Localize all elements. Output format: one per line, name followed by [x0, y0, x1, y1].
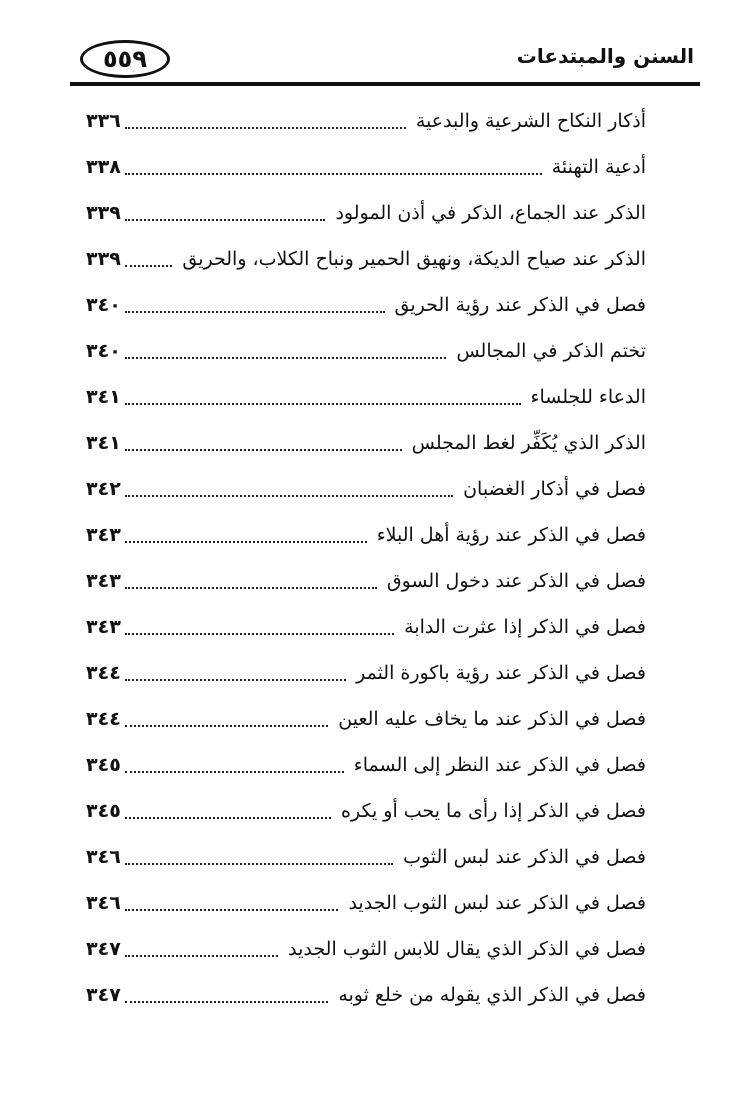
toc-entry-title: أدعية التهنئة: [546, 156, 646, 178]
running-title: السنن والمبتدعات: [516, 44, 694, 68]
toc-row: [86, 788, 646, 834]
toc-entry-title: فصل في الذكر إذا رأى ما يحب أو يكره: [335, 800, 646, 822]
toc-row: [86, 972, 646, 1018]
toc-row: [86, 650, 646, 696]
toc-entry-page: ٣٤٤: [86, 662, 121, 684]
dot-leader: [125, 389, 521, 405]
toc-entry-title: فصل في الذكر عند رؤية باكورة الثمر: [350, 662, 646, 684]
toc-entry-page: ٣٣٦: [86, 110, 121, 132]
toc-entry-page: ٣٣٩: [86, 248, 121, 270]
toc-entry-page: ٣٤٣: [86, 570, 121, 592]
toc-entry-title: فصل في الذكر عند لبس الثوب: [397, 846, 646, 868]
page-number: ٥٥٩: [80, 40, 170, 78]
dot-leader: [125, 711, 328, 727]
toc-entry-title: فصل في الذكر عند دخول السوق: [381, 570, 646, 592]
toc-entry-page: ٣٤٥: [86, 800, 121, 822]
toc-row: [86, 696, 646, 742]
dot-leader: [125, 665, 346, 681]
dot-leader: [125, 803, 331, 819]
toc-entry-page: ٣٤٣: [86, 524, 121, 546]
toc-row: [86, 190, 646, 236]
toc-entry-title: الذكر عند الجماع، الذكر في أذن المولود: [329, 202, 646, 224]
dot-leader: [125, 297, 385, 313]
table-of-contents: [86, 98, 646, 1018]
toc-entry-title: فصل في الذكر عند النظر إلى السماء: [348, 754, 646, 776]
toc-row: [86, 98, 646, 144]
dot-leader: [125, 849, 393, 865]
toc-entry-page: ٣٤٦: [86, 846, 121, 868]
toc-row: [86, 466, 646, 512]
toc-row: [86, 558, 646, 604]
toc-row: [86, 604, 646, 650]
toc-entry-title: الذكر الذي يُكَفِّر لغط المجلس: [406, 432, 646, 454]
dot-leader: [125, 159, 542, 175]
toc-entry-title: الذكر عند صياح الديكة، ونهيق الحمير ونباح الكلاب، والحريق: [176, 248, 646, 270]
toc-entry-page: ٣٤١: [86, 432, 121, 454]
toc-entry-title: تختم الذكر في المجالس: [450, 340, 646, 362]
toc-row: [86, 282, 646, 328]
toc-row: [86, 144, 646, 190]
toc-entry-page: ٣٤٧: [86, 938, 121, 960]
dot-leader: [125, 757, 344, 773]
dot-leader: [125, 435, 402, 451]
toc-entry-page: ٣٣٨: [86, 156, 121, 178]
header-rule: [70, 82, 700, 86]
toc-entry-title: فصل في الذكر الذي يقال للابس الثوب الجديد: [282, 938, 646, 960]
toc-entry-page: ٣٤٤: [86, 708, 121, 730]
toc-row: [86, 742, 646, 788]
dot-leader: [125, 343, 447, 359]
toc-entry-title: فصل في الذكر الذي يقوله من خلع ثوبه: [332, 984, 646, 1006]
dot-leader: [125, 113, 406, 129]
dot-leader: [125, 573, 377, 589]
toc-row: [86, 512, 646, 558]
dot-leader: [125, 527, 367, 543]
toc-entry-page: ٣٤٠: [86, 340, 121, 362]
toc-entry-title: فصل في الذكر عند ما يخاف عليه العين: [332, 708, 646, 730]
dot-leader: [125, 619, 394, 635]
toc-entry-page: ٣٤٣: [86, 616, 121, 638]
toc-row: [86, 420, 646, 466]
dot-leader: [125, 941, 278, 957]
dot-leader: [125, 251, 173, 267]
toc-entry-page: ٣٤١: [86, 386, 121, 408]
toc-entry-page: ٣٣٩: [86, 202, 121, 224]
toc-entry-page: ٣٤٦: [86, 892, 121, 914]
toc-row: [86, 236, 646, 282]
toc-entry-title: فصل في أذكار الغضبان: [457, 478, 646, 500]
toc-entry-title: فصل في الذكر عند لبس الثوب الجديد: [342, 892, 646, 914]
toc-row: [86, 926, 646, 972]
toc-entry-title: فصل في الذكر عند رؤية أهل البلاء: [371, 524, 646, 546]
toc-entry-page: ٣٤٠: [86, 294, 121, 316]
dot-leader: [125, 205, 326, 221]
dot-leader: [125, 895, 339, 911]
toc-entry-title: أذكار النكاح الشرعية والبدعية: [410, 110, 646, 132]
toc-entry-page: ٣٤٥: [86, 754, 121, 776]
toc-row: [86, 328, 646, 374]
toc-entry-title: فصل في الذكر عند رؤية الحريق: [389, 294, 646, 316]
dot-leader: [125, 987, 329, 1003]
toc-entry-title: الدعاء للجلساء: [525, 386, 646, 408]
toc-row: [86, 880, 646, 926]
toc-row: [86, 834, 646, 880]
dot-leader: [125, 481, 453, 497]
toc-entry-page: ٣٤٢: [86, 478, 121, 500]
toc-entry-title: فصل في الذكر إذا عثرت الدابة: [398, 616, 646, 638]
toc-row: [86, 374, 646, 420]
toc-entry-page: ٣٤٧: [86, 984, 121, 1006]
page-header: [70, 38, 700, 88]
